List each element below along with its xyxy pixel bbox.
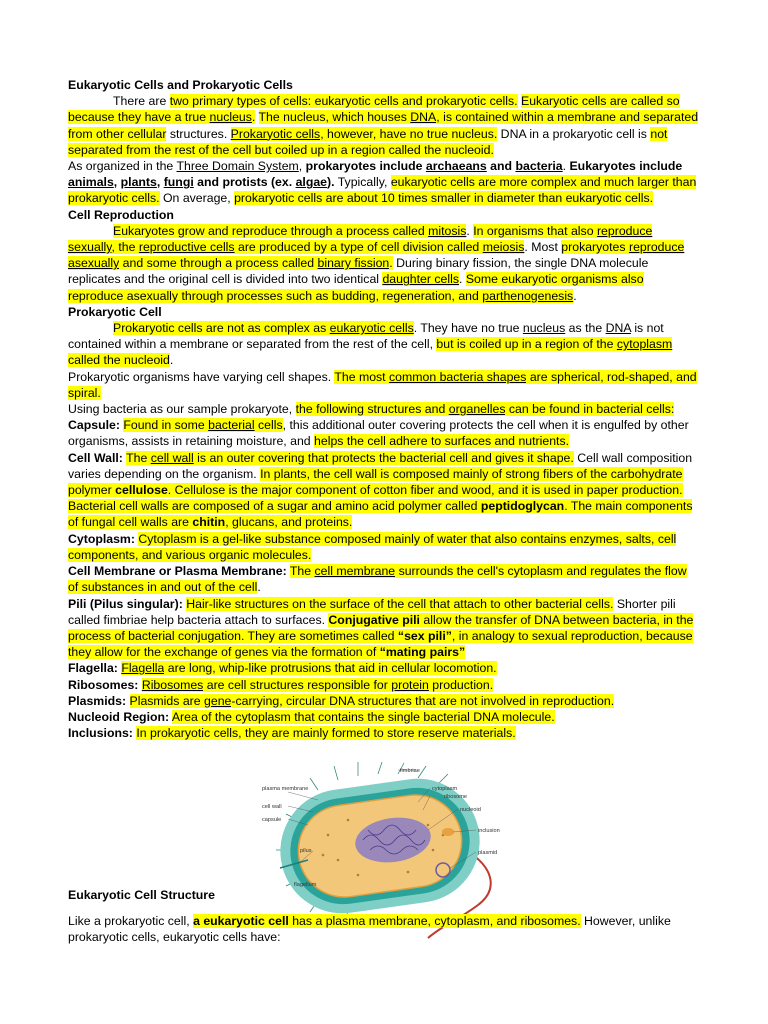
domain-paragraph	[68, 158, 700, 207]
text-run: Typically,	[334, 175, 391, 190]
text-run: and some through a process called	[119, 256, 318, 271]
text-run: protein	[391, 677, 429, 692]
text-run: production.	[428, 677, 494, 692]
text-run: . They have no true	[413, 321, 523, 336]
text-run: cell membrane	[314, 564, 396, 579]
text-run: , this additional outer covering protects the cell when it is engulfed by other organisms, assists in retaining moisture, and	[68, 418, 689, 449]
text-run: DNA	[605, 321, 631, 336]
term-flagella	[68, 660, 700, 676]
section-title-prokaryotic: Prokaryotic Cell	[68, 304, 162, 319]
text-run: Eukaryotic cells are called so because they have a true	[68, 94, 680, 125]
text-run: Conjugative pili	[328, 612, 420, 627]
text-run: Plasmids:	[68, 693, 127, 708]
text-run: is not contained within a membrane or separated from the rest of the cell,	[68, 321, 664, 352]
text-run: -carrying, circular DNA structures that are not involved in reproduction.	[231, 693, 615, 708]
text-run: two primary types of cells: eukaryotic cells and prokaryotic cells.	[169, 94, 518, 109]
text-run: mitosis	[428, 223, 467, 238]
text-run: Plasmids are	[129, 693, 205, 708]
text-run: archaeans	[425, 159, 487, 174]
text-run: binary fission	[317, 256, 390, 271]
label-cytoplasm: cytoplasm	[432, 786, 458, 792]
text-run: . Cellulose is the major component of cotton fiber and wood, and it is used in paper production. Bacterial cell walls are composed of a sugar and amino acid polymer called	[68, 483, 683, 514]
text-run: surrounds the cell's cytoplasm and regulates the flow of substances in and out of the cell	[68, 564, 687, 595]
text-run: reproduce asexually	[68, 240, 685, 271]
text-run: common bacteria shapes	[389, 369, 527, 384]
text-run: but is coiled up in a region of the	[436, 337, 617, 352]
text-run: Cytoplasm:	[68, 531, 135, 546]
text-run: eukaryotic cells are more complex and much larger than prokaryotic cells.	[68, 175, 697, 206]
text-run: .	[251, 110, 256, 125]
text-run: .	[169, 353, 174, 368]
text-run: The	[289, 564, 315, 579]
text-run: Flagella:	[68, 661, 118, 676]
text-run: In prokaryotic cells, they are mainly formed to store reserve materials.	[136, 726, 516, 741]
text-run: Cytoplasm is a gel-like substance composed mainly of water that also contains enzymes, salts, cell components, and various organic molecules.	[68, 531, 677, 562]
text-run: Ribosomes:	[68, 677, 139, 692]
text-run: prokaryotes	[561, 240, 629, 255]
text-run: , however, have no true nucleus.	[320, 126, 498, 141]
text-run: nucleus	[209, 110, 252, 125]
text-run: animals	[68, 175, 114, 190]
text-run: Flagella	[121, 661, 165, 676]
text-run: parthenogenesis	[482, 288, 574, 303]
text-run: are spherical, rod-shaped, and spiral.	[68, 369, 697, 400]
label-plasma-membrane: plasma membrane	[262, 786, 309, 792]
text-run: On average,	[159, 191, 235, 206]
term-capsule	[68, 417, 700, 449]
label-ribosome: ribosome	[444, 794, 468, 800]
text-run: Cell wall composition varies depending on the organism.	[68, 450, 693, 481]
label-inclusion: inclusion	[478, 828, 500, 834]
text-run: allow the transfer of DNA between bacteria, in the process of bacterial conjugation. They are sometimes called	[68, 612, 694, 643]
label-cell-wall: cell wall	[262, 804, 282, 810]
text-run: helps the cell adhere to surfaces and nutrients.	[314, 434, 570, 449]
label-plasmid: plasmid	[478, 850, 498, 856]
text-run: Using bacteria as our sample prokaryote,	[68, 402, 296, 417]
text-run: nucleus	[522, 321, 566, 336]
text-run: and protists (ex.	[193, 175, 296, 190]
text-run: Eukaryotes include	[569, 159, 683, 174]
label-flagellum: flagellum	[294, 882, 317, 888]
inclusion-shape	[442, 828, 454, 836]
text-run: In organisms that also	[473, 223, 597, 238]
section-title-eukaryotic-structure: Eukaryotic Cell Structure	[68, 888, 215, 902]
section-title-cells: Eukaryotic Cells and Prokaryotic Cells	[68, 78, 293, 92]
text-run: ).	[327, 175, 335, 190]
text-run: cellulose	[115, 483, 168, 498]
term-pili	[68, 596, 700, 661]
text-run: There are	[113, 94, 170, 109]
text-run: . Most	[524, 240, 562, 255]
text-run: .	[257, 580, 261, 595]
text-run: prokaryotic cells are about 10 times smaller in diameter than eukaryotic cells.	[234, 191, 654, 206]
text-run: bacteria	[515, 159, 563, 174]
text-run: ,	[156, 175, 164, 190]
text-run: .	[466, 223, 470, 238]
text-run: cytoplasm	[616, 337, 673, 352]
text-run: are long, whip-like protrusions that aid in cellular locomotion.	[164, 661, 497, 676]
text-run: peptidoglycan	[480, 499, 565, 514]
text-run: The most	[334, 369, 390, 384]
text-run: fungi	[163, 175, 194, 190]
text-run: , is contained within a membrane and separated from other cellular	[68, 110, 699, 141]
text-run: can be found in bacterial cells:	[505, 402, 675, 417]
text-run: called the nucleoid	[68, 353, 170, 368]
text-run: Found in some	[123, 418, 209, 433]
text-run: In plants, the cell wall is composed mainly of strong fibers of the carbohydrate polymer	[68, 466, 683, 498]
text-run: meiosis	[482, 240, 525, 255]
text-run: are cell structures responsible for	[203, 677, 392, 692]
text-run: As organized in the	[68, 159, 177, 174]
reproduction-paragraph	[68, 223, 700, 304]
text-run: The	[126, 450, 151, 465]
term-cell-membrane	[68, 563, 700, 595]
text-run: . The main components of fungal cell walls are	[68, 499, 693, 530]
text-run: structures.	[166, 126, 231, 141]
text-run: ,	[298, 159, 306, 174]
term-cell-wall	[68, 450, 700, 531]
text-run: Pili (Pilus singular):	[68, 596, 183, 611]
text-run: plants	[120, 175, 157, 190]
label-nucleoid: nucleoid	[460, 807, 481, 813]
text-run: gene	[204, 693, 232, 708]
text-run: cell wall	[150, 450, 194, 465]
text-run: cells	[254, 418, 283, 433]
text-run: .	[459, 272, 466, 287]
label-fimbriae: fimbriae	[400, 768, 420, 774]
document-body	[68, 77, 700, 741]
text-run: DNA in a prokaryotic cell is	[497, 126, 651, 141]
text-run: Cell Membrane or Plasma Membrane:	[68, 564, 287, 579]
text-run: Area of the cytoplasm that contains the single bacterial DNA molecule.	[171, 709, 555, 724]
text-run: prokaryotes include	[305, 159, 426, 174]
text-run: Some eukaryotic organisms also reproduce asexually through processes such as budding, regeneration, and	[68, 272, 644, 303]
text-run: eukaryotic cells	[329, 321, 414, 336]
text-run: ,	[113, 175, 121, 190]
text-run: Capsule:	[68, 418, 120, 433]
text-run: , glucans, and proteins.	[225, 515, 353, 530]
shapes-paragraph	[68, 369, 700, 401]
prokaryotic-paragraph	[68, 320, 700, 369]
text-run: Nucleoid Region:	[68, 709, 170, 724]
text-run: algae	[295, 175, 328, 190]
text-run: chitin	[192, 515, 226, 530]
text-run: Prokaryotic cells	[230, 126, 321, 141]
text-run: organelles	[448, 402, 506, 417]
label-capsule: capsule	[262, 817, 282, 823]
label-pilus: pilus	[300, 848, 312, 854]
text-run: , the	[111, 240, 139, 255]
structures-intro-paragraph	[68, 401, 700, 417]
text-run: not separated from the rest of the cell but coiled up in a region called the nucleoid.	[68, 126, 668, 157]
text-run: Prokaryotic organisms have varying cell shapes.	[68, 369, 335, 384]
text-run: However, unlike prokaryotic cells, eukaryotic cells have:	[68, 914, 671, 945]
text-run: Cell Wall:	[68, 450, 123, 465]
text-run: a eukaryotic cell	[193, 914, 289, 928]
text-run: “mating pairs”	[379, 645, 466, 660]
text-run: the following structures and	[295, 402, 449, 417]
text-run: Shorter pili called fimbriae help bacteria attach to surfaces.	[68, 596, 676, 627]
text-run: Ribosomes	[141, 677, 204, 692]
text-run: Hair-like structures on the surface of the cell that attach to other bacterial cells.	[186, 596, 614, 611]
text-run: Like a prokaryotic cell,	[68, 914, 194, 928]
text-run: Inclusions:	[68, 726, 133, 741]
term-nucleoid	[68, 709, 700, 725]
text-run: and	[486, 159, 516, 174]
text-run: reproduce sexually	[68, 223, 653, 255]
text-run: DNA	[410, 110, 437, 125]
term-plasmids	[68, 693, 700, 709]
text-run: Prokaryotic cells are not as complex as	[113, 321, 330, 336]
term-inclusions	[68, 725, 700, 741]
text-run: Eukaryotes grow and reproduce through a process called	[113, 223, 429, 238]
text-run: reproductive cells	[138, 240, 235, 255]
text-run: , in analogy to sexual reproduction, because they allow for the exchange of genes via the formation of	[68, 628, 693, 660]
text-run: as the	[565, 321, 606, 336]
text-run: .	[562, 159, 570, 174]
text-run	[126, 694, 129, 708]
term-cytoplasm	[68, 531, 700, 563]
text-run: “sex pili”	[397, 628, 452, 643]
text-run: bacterial	[208, 418, 255, 433]
text-run: are produced by a type of cell division called	[234, 240, 483, 255]
text-run: .	[389, 256, 393, 271]
text-run: .	[573, 288, 577, 303]
text-run: has a plasma membrane, cytoplasm, and ribosomes.	[288, 914, 581, 928]
text-run: During binary fission, the single DNA molecule replicates and the original cell is divided into two identical	[68, 256, 649, 287]
text-run: is an outer covering that protects the bacterial cell and gives it shape.	[193, 450, 574, 465]
text-run: Three Domain System	[176, 159, 299, 174]
text-run: daughter cells	[382, 272, 459, 287]
term-ribosomes	[68, 677, 700, 693]
intro-paragraph	[68, 93, 700, 158]
eukaryotic-structure-paragraph	[68, 913, 700, 945]
section-title-reproduction: Cell Reproduction	[68, 207, 174, 222]
text-run: The nucleus, which houses	[258, 110, 411, 125]
